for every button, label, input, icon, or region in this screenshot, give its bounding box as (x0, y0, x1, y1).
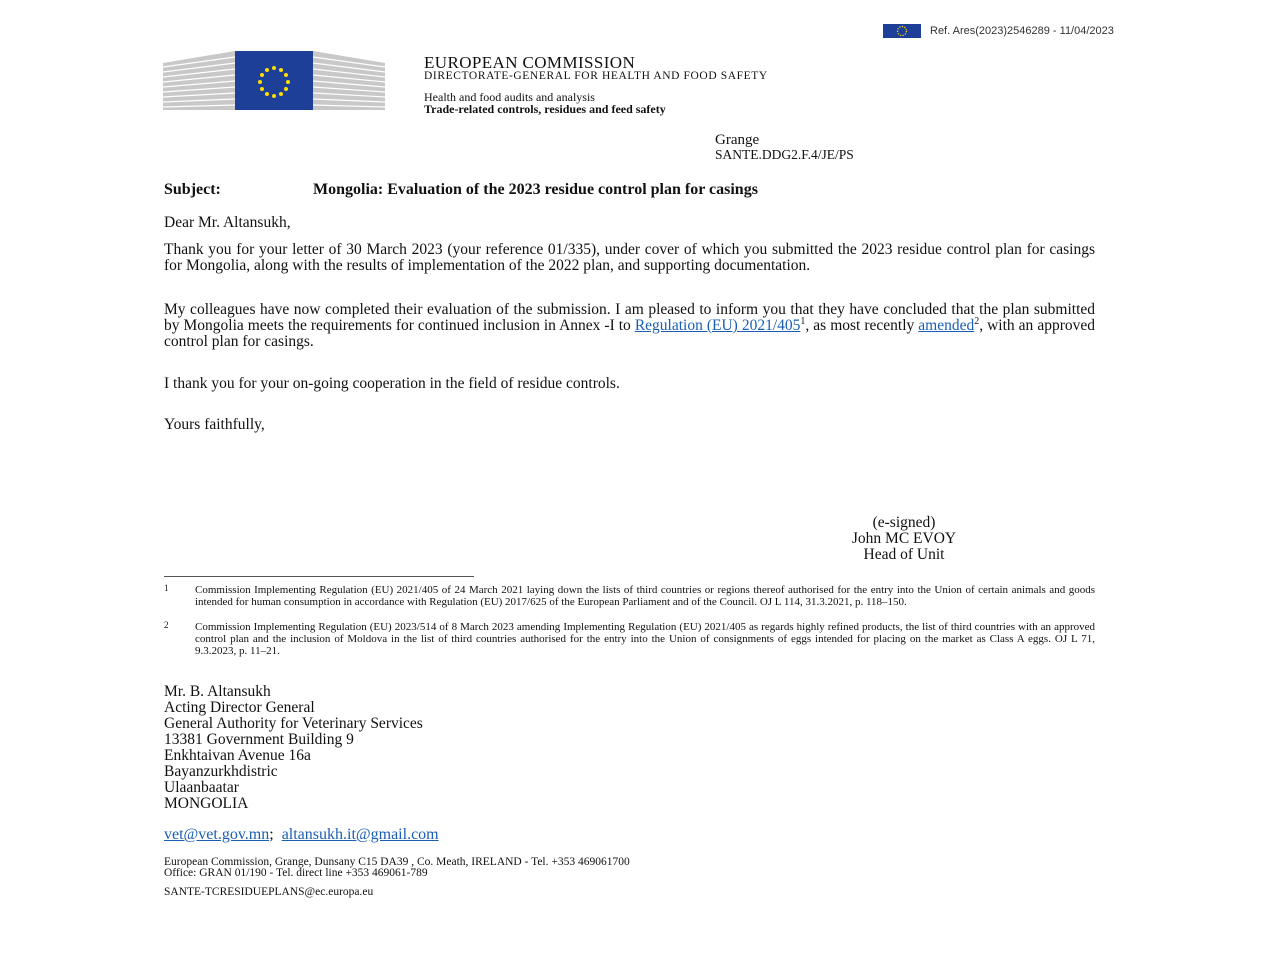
place: Grange (715, 132, 760, 148)
footnote-divider (164, 576, 474, 577)
ares-reference: Ref. Ares(2023)2546289 - 11/04/2023 (930, 25, 1114, 37)
signatory-name: John MC EVOY (851, 530, 957, 547)
paragraph-1: Thank you for your letter of 30 March 2023 (your reference 01/335), under cover of which you submitted the 2023 residue control plan for casings for Mongolia, along with the results of implementation of the 2022 plan, and supporting documentation. (164, 241, 1095, 274)
footer-address: European Commission, Grange, Dunsany C15 DA39 , Co. Meath, IRELAND - Tel. +353 469061700 (164, 856, 630, 868)
footnote-ref-2: 2 (974, 315, 980, 327)
paragraph-3: I thank you for your on-going cooperation in the field of residue controls. (164, 375, 620, 392)
recipient-city: Ulaanbaatar (164, 779, 239, 796)
eu-flag-icon (883, 24, 921, 38)
file-reference: SANTE.DDG2.F.4/JE/PS (715, 147, 854, 162)
subject-text: Mongolia: Evaluation of the 2023 residue control plan for casings (313, 181, 758, 198)
recipient-name: Mr. B. Altansukh (164, 683, 271, 700)
footnote-2-text: Commission Implementing Regulation (EU) 2023/514 of 8 March 2023 amending Implementing Regulation (EU) 2021/405 as regards highly refined products, the list of third countries with an approved control plan and the inclusion of Moldova in the list of third countries authorised for the entry into the Union of consignments of eggs intended for placing on the market as Class A eggs. OJ L 71, 9.3.2023, p. 11–21. (195, 621, 1095, 657)
salutation: Dear Mr. Altansukh, (164, 214, 291, 231)
paragraph-2 (164, 302, 1095, 350)
recipient-emails (164, 826, 439, 844)
email-separator: ; (269, 826, 274, 843)
unit-name: Trade-related controls, residues and feed safety (424, 102, 666, 116)
amended-link[interactable]: amended (918, 317, 975, 334)
email-link-1[interactable]: vet@vet.gov.mn (164, 826, 270, 843)
european-commission-logo-icon (163, 49, 385, 112)
footnote-ref-1: 1 (800, 315, 806, 327)
footer-email: SANTE-TCRESIDUEPLANS@ec.europa.eu (164, 886, 374, 898)
closing: Yours faithfully, (164, 416, 265, 433)
signatory-title: Head of Unit (863, 546, 945, 563)
recipient-street: Enkhtaivan Avenue 16a (164, 747, 311, 764)
footnote-1-number: 1 (164, 583, 169, 593)
footnote-1-text: Commission Implementing Regulation (EU) 2021/405 of 24 March 2021 laying down the lists of third countries or regions thereof authorised for the entry into the Union of certain animals and goods intended for human consumption in accordance with Regulation (EU) 2017/625 of the European Parliament and of the Council. OJ L 114, 31.3.2021, p. 118–150. (195, 584, 1095, 608)
paragraph-2-part-1: My colleagues have now completed their evaluation of the submission. I am pleased to inform you that they have concluded that the plan submitted by Mongolia meets the requirements for continued inclusion in Annex -I to (164, 301, 1095, 334)
signature-status: (e-signed) (872, 514, 936, 531)
recipient-address (164, 684, 423, 812)
subject-label: Subject: (164, 181, 221, 198)
recipient-country: MONGOLIA (164, 795, 249, 812)
directorate-general: DIRECTORATE-GENERAL FOR HEALTH AND FOOD SAFETY (424, 70, 768, 82)
email-link-2[interactable]: altansukh.it@gmail.com (281, 826, 439, 843)
regulation-link[interactable]: Regulation (EU) 2021/405 (634, 317, 801, 334)
paragraph-2-part-3: , with an approved control plan for casings. (164, 317, 1095, 350)
recipient-district: Bayanzurkhdistric (164, 763, 278, 780)
paragraph-2-part-2: , as most recently (805, 317, 919, 334)
directorate: Health and food audits and analysis (424, 90, 595, 104)
footer-office: Office: GRAN 01/190 - Tel. direct line +353 469061-789 (164, 867, 428, 879)
recipient-position: Acting Director General (164, 699, 315, 716)
footnote-2-number: 2 (164, 620, 169, 630)
organisation-name: EUROPEAN COMMISSION (424, 53, 636, 72)
recipient-organisation: General Authority for Veterinary Services (164, 715, 423, 732)
recipient-building: 13381 Government Building 9 (164, 731, 354, 748)
